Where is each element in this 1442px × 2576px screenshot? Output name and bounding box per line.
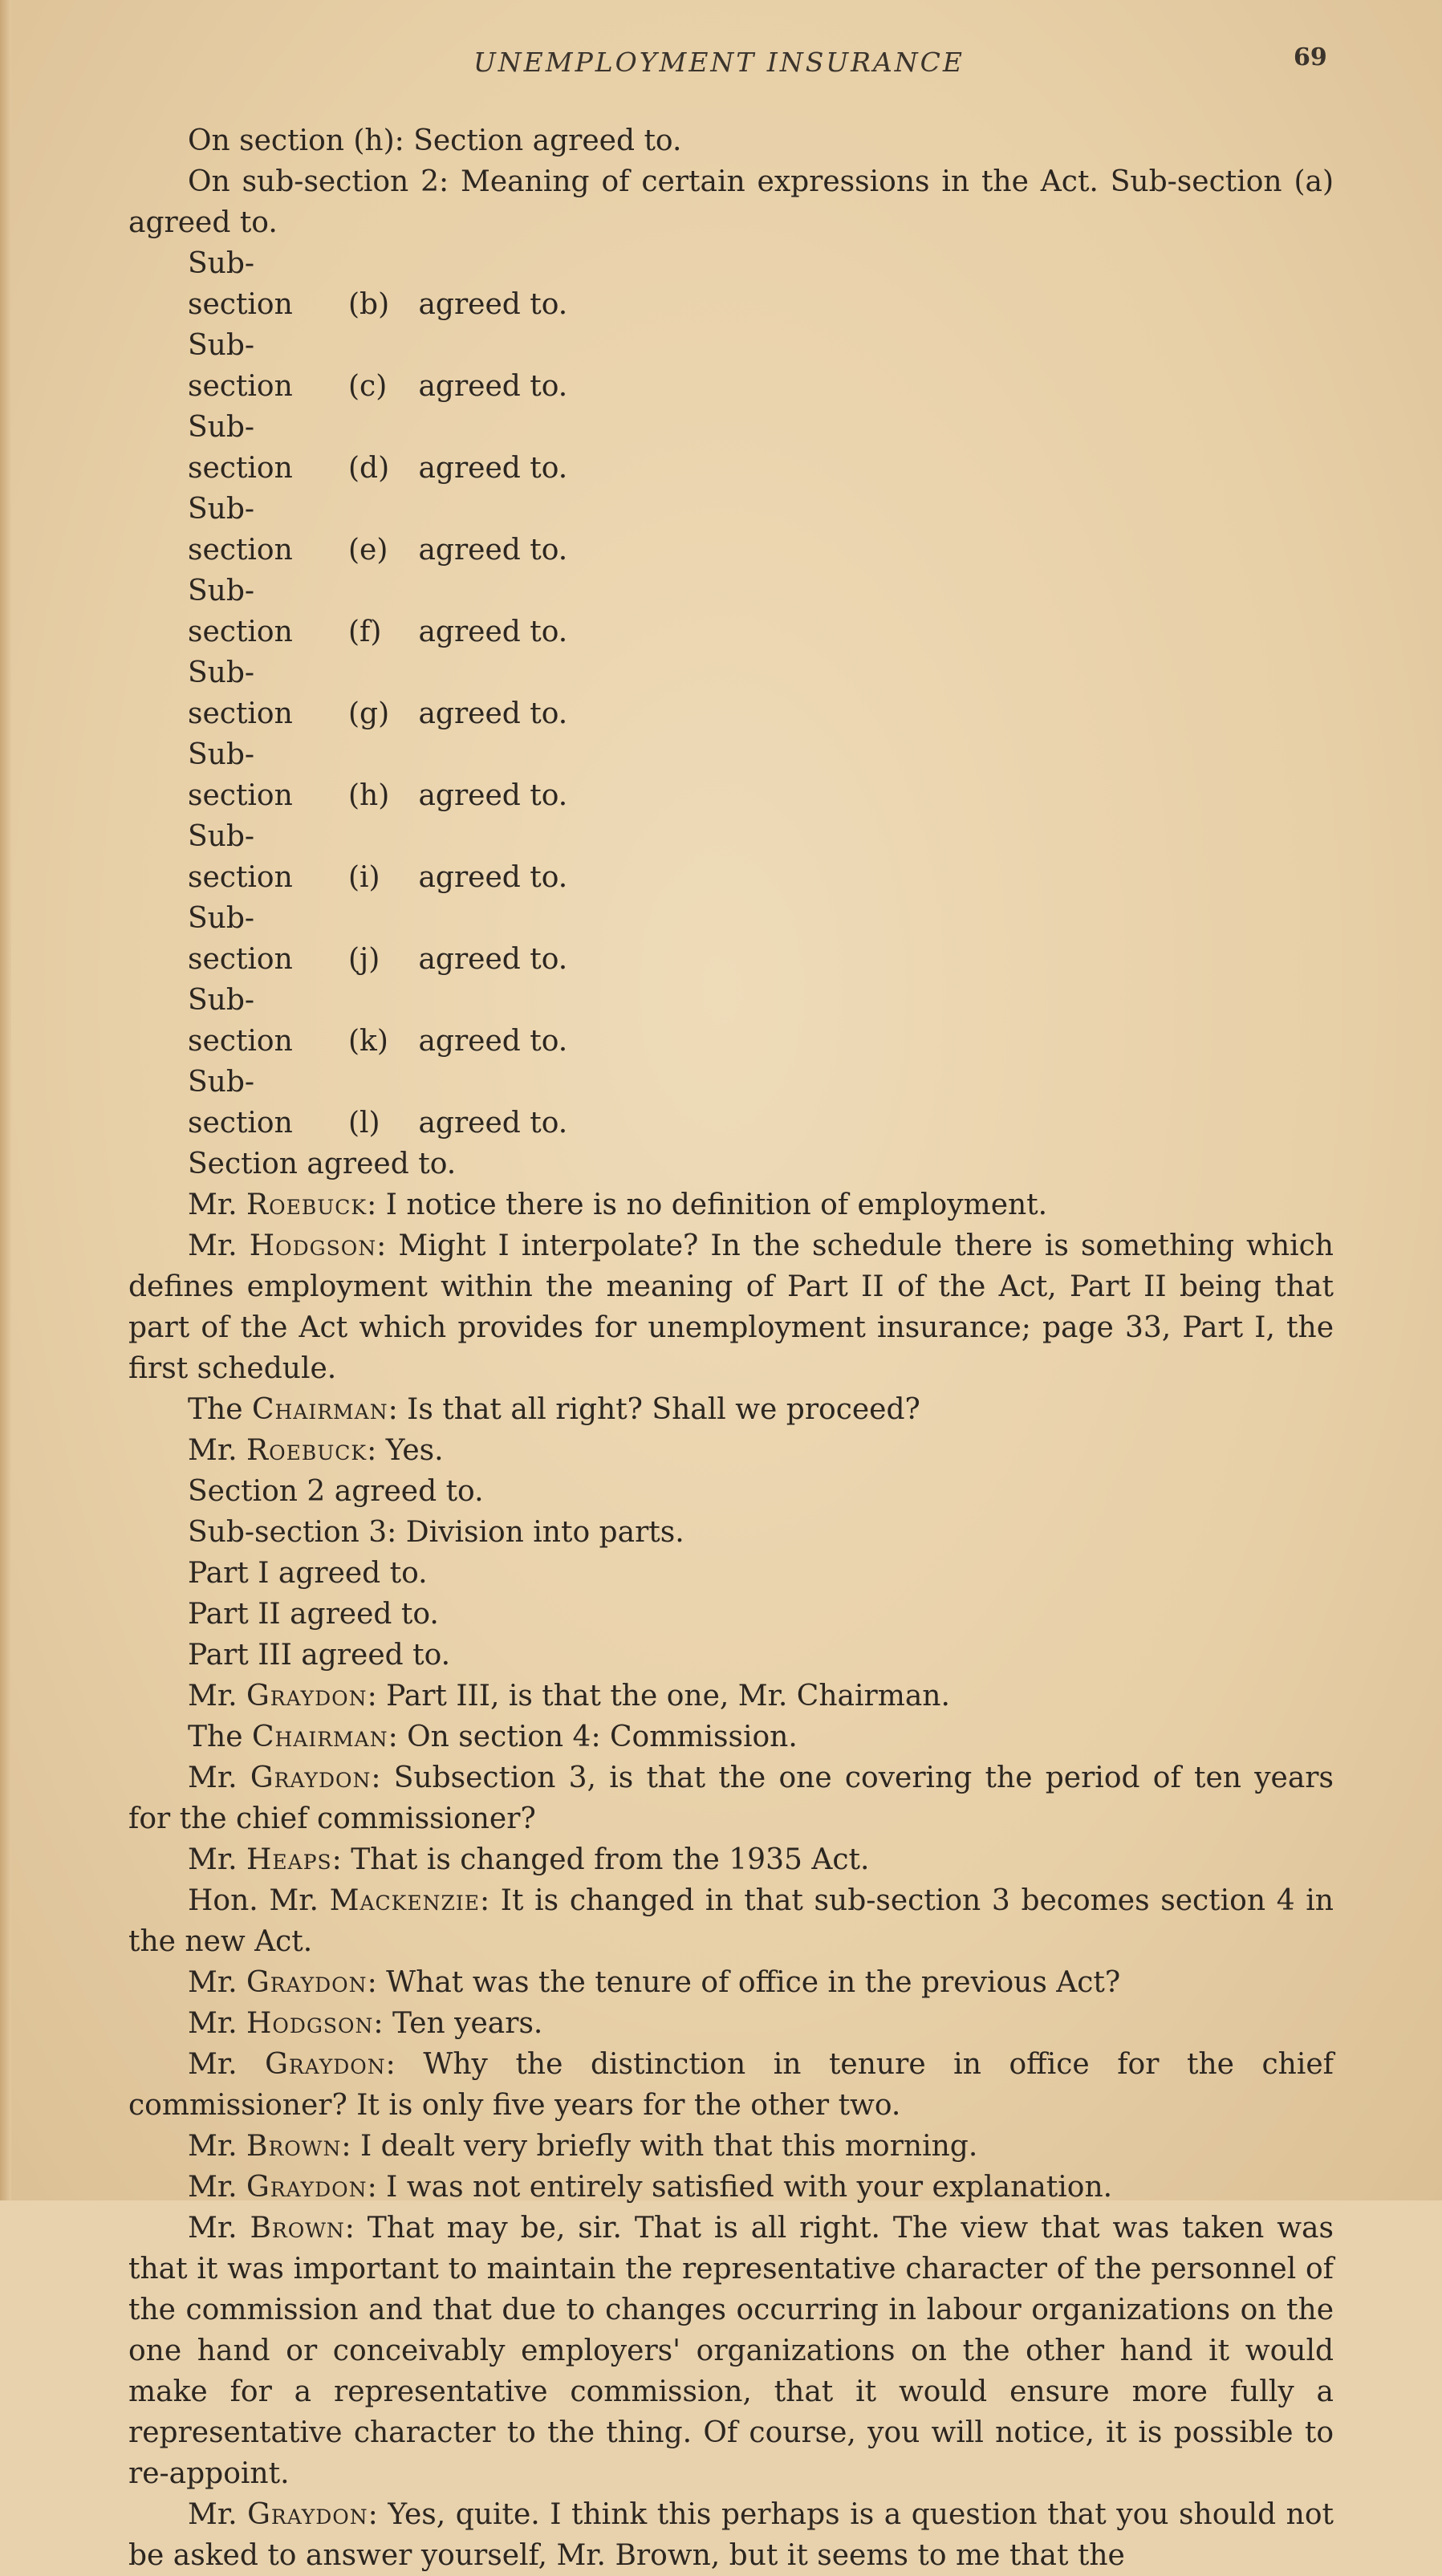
speaker-name: Mackenzie — [329, 1884, 480, 1917]
paragraph: On sub-section 2: Meaning of certain expressions in the Act. Sub-section (a) agreed to. — [128, 165, 1334, 239]
subsection-line: Sub-section (b) agreed to. — [188, 247, 568, 321]
speaker-name: Brown — [250, 2212, 345, 2245]
speaker-name: Graydon — [265, 2048, 386, 2081]
subsection-line: Sub-section (j) agreed to. — [188, 902, 568, 976]
dialogue-line: Mr. Graydon: Why the distinction in tenure in office for the chief commissioner? It is only five years for the other two. — [128, 2048, 1334, 2122]
dialogue-line: Mr. Graydon: What was the tenure of office in the previous Act? — [188, 1966, 1121, 1999]
subsection-line: Sub-section (c) agreed to. — [188, 329, 568, 403]
speaker-name: Graydon — [250, 1761, 372, 1794]
dialogue-line: Mr. Heaps: That is changed from the 1935 Act. — [188, 1843, 870, 1876]
subsection-line: Sub-section (g) agreed to. — [188, 656, 568, 730]
dialogue-line: The Chairman: Is that all right? Shall we proceed? — [188, 1393, 920, 1426]
paragraph: Section agreed to. — [188, 1148, 457, 1180]
speaker-name: Heaps — [246, 1843, 332, 1876]
subsection-line: Sub-section (i) agreed to. — [188, 820, 568, 894]
dialogue-line: Mr. Graydon: Subsection 3, is that the one covering the period of ten years for the chief commissioner? — [128, 1761, 1334, 1835]
subsection-line: Sub-section (k) agreed to. — [188, 984, 568, 1058]
speaker-name: Brown — [246, 2130, 342, 2163]
speaker-name: Roebuck — [246, 1188, 368, 1221]
dialogue-line: Mr. Roebuck: Yes. — [188, 1434, 444, 1467]
paragraph: Section 2 agreed to. — [188, 1475, 484, 1508]
subsection-line: Sub-section (l) agreed to. — [188, 1066, 568, 1140]
dialogue-line: Mr. Brown: That may be, sir. That is all right. The view that was taken was that it was important to maintain the representative character of the personnel of the commission and that due to changes occurring in labour organizations on the one hand or conceivably employers' organizations on the other hand it would make for a representative commission, that it would ensure more fully a representative character to the thing. Of course, you will notice, it is possible to re-appoint. — [128, 2212, 1334, 2490]
dialogue-line: Mr. Hodgson: Might I interpolate? In the schedule there is something which defines employment within the meaning of Part II of the Act, Part II being that part of the Act which provides for unemployment insurance; page 33, Part I, the first schedule. — [128, 1229, 1334, 1385]
dialogue-line: Mr. Graydon: Part III, is that the one, Mr. Chairman. — [188, 1680, 950, 1713]
speaker-name: Chairman — [251, 1721, 388, 1753]
subsection-list — [128, 243, 1334, 1144]
dialogue-line: Hon. Mr. Mackenzie: It is changed in that sub-section 3 becomes section 4 in the new Act. — [128, 1884, 1334, 1958]
paragraph: On section (h): Section agreed to. — [188, 124, 682, 157]
speaker-name: Hodgson — [249, 1229, 377, 1262]
paragraph: Sub-section 3: Division into parts. — [188, 1516, 684, 1549]
subsection-line: Sub-section (d) agreed to. — [188, 411, 568, 485]
speaker-name: Graydon — [246, 1966, 368, 1999]
body-text — [128, 120, 1334, 2576]
dialogue-line: Mr. Brown: I dealt very briefly with that this morning. — [188, 2130, 978, 2163]
dialogue-line: The Chairman: On section 4: Commission. — [188, 1721, 798, 1753]
page-edge-shadow — [0, 0, 11, 2200]
speaker-name: Hodgson — [246, 2007, 374, 2040]
dialogue-line: Mr. Hodgson: Ten years. — [188, 2007, 543, 2040]
dialogue-line: Mr. Graydon: Yes, quite. I think this perhaps is a question that you should not be asked to answer yourself, Mr. Brown, but it seems to me that the — [128, 2498, 1334, 2572]
speaker-name: Roebuck — [246, 1434, 368, 1467]
subsection-line: Sub-section (e) agreed to. — [188, 493, 568, 567]
paragraph: Part III agreed to. — [188, 1639, 451, 1672]
subsection-line: Sub-section (f) agreed to. — [188, 575, 568, 648]
dialogue-line: Mr. Roebuck: I notice there is no definition of employment. — [188, 1188, 1048, 1221]
page-number: 69 — [1294, 43, 1327, 71]
speaker-name: Graydon — [246, 1680, 368, 1713]
speaker-name: Chairman — [251, 1393, 388, 1426]
paragraph: Part I agreed to. — [188, 1557, 428, 1590]
subsection-line: Sub-section (h) agreed to. — [188, 738, 568, 812]
dialogue-line: Mr. Graydon: I was not entirely satisfied with your explanation. — [188, 2171, 1113, 2204]
running-title: UNEMPLOYMENT INSURANCE — [473, 47, 965, 78]
paragraph: Part II agreed to. — [188, 1598, 439, 1631]
speaker-name: Graydon — [246, 2171, 368, 2204]
speaker-name: Graydon — [247, 2498, 368, 2531]
